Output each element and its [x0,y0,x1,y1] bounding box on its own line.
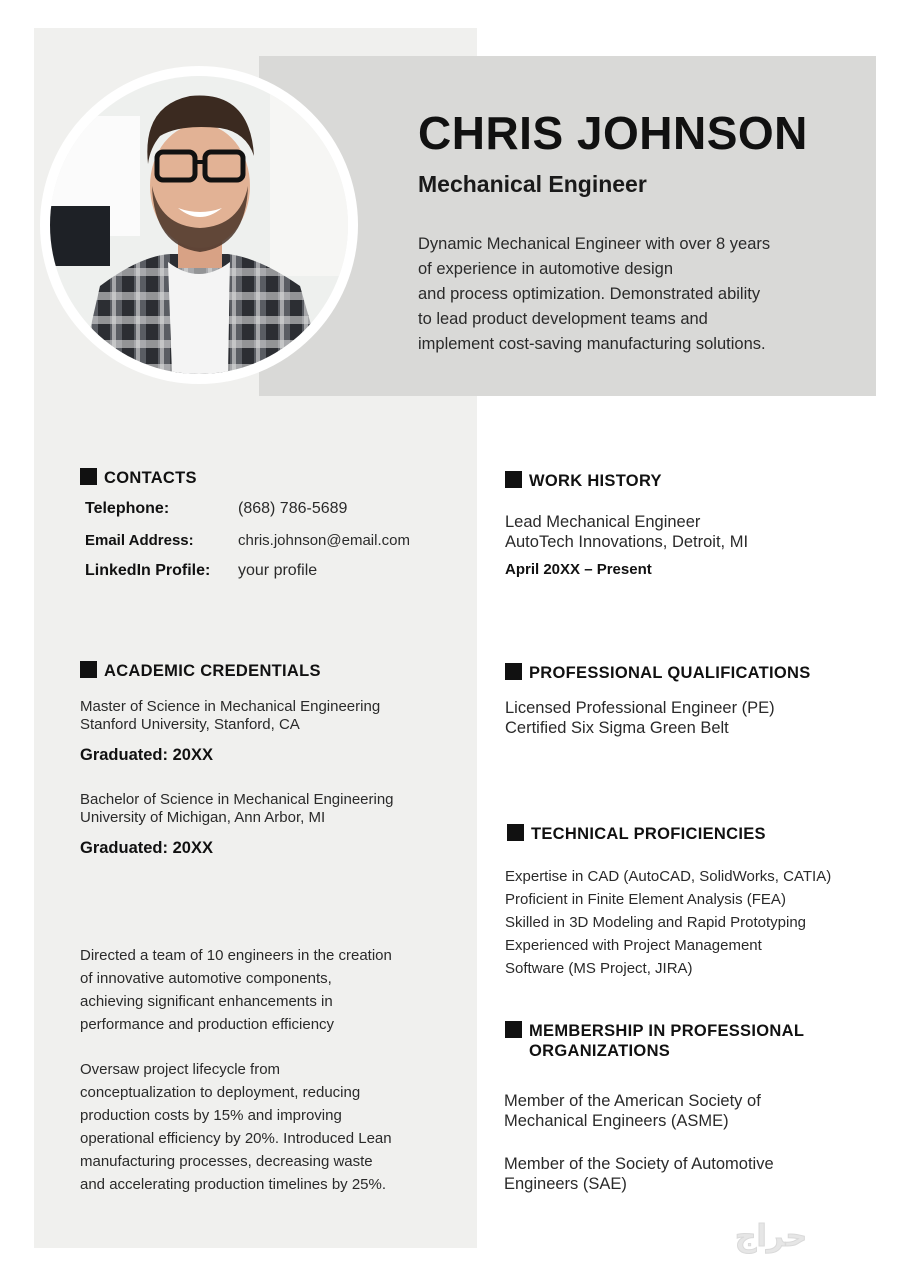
list-item: Experienced with Project Management [505,937,762,954]
svg-text:حراج: حراج [734,1219,808,1254]
position: Lead Mechanical Engineer [505,513,701,531]
membership-item: Member of the American Society of Mechanical Engineers (ASME) [504,1092,761,1130]
education-entry [80,698,380,734]
technical-list [505,865,831,980]
job-title: Mechanical Engineer [418,171,647,197]
qualifications-heading: PROFESSIONAL QUALIFICATIONS [505,663,811,683]
education-entry [80,791,394,827]
education-heading: ACADEMIC CREDENTIALS [80,661,321,681]
summary-line: Dynamic Mechanical Engineer with over 8 years [418,235,771,253]
school: Stanford University, Stanford, CA [80,716,300,733]
membership-heading: MEMBERSHIP IN PROFESSIONAL ORGANIZATIONS [505,1021,804,1061]
work-dates: April 20XX – Present [505,561,652,578]
graduation-date: Graduated: 20XX [80,746,213,764]
degree: Master of Science in Mechanical Engineering [80,698,381,715]
work-entry [505,512,748,552]
summary-line: of experience in automotive design [418,260,673,278]
list-item: Software (MS Project, JIRA) [505,960,693,977]
list-item: Proficient in Finite Element Analysis (FEA) [505,891,786,908]
section-square-icon [80,661,97,678]
qualifications-list [505,698,775,738]
contacts-heading: CONTACTS [80,468,197,488]
list-item: Expertise in CAD (AutoCAD, SolidWorks, CATIA) [505,868,832,885]
candidate-name: CHRIS JOHNSON [418,107,808,159]
section-square-icon [505,471,522,488]
list-item: Certified Six Sigma Green Belt [505,719,729,737]
watermark-logo [656,1216,886,1256]
achievement-paragraph: Oversaw project lifecycle from conceptualization to deployment, reducing production costs by 15% and improving operational efficiency by 20%. Introduced Lean manufacturing processes, decreasing waste and accelerating production timelines by 25%. [80,1061,392,1193]
section-square-icon [507,824,524,841]
summary-line: to lead product development teams and [418,310,708,328]
summary-line: implement cost-saving manufacturing solutions. [418,335,766,353]
graduation-date: Graduated: 20XX [80,839,213,857]
degree: Bachelor of Science in Mechanical Engineering [80,791,394,808]
section-square-icon [505,663,522,680]
section-square-icon [505,1021,522,1038]
technical-heading: TECHNICAL PROFICIENCIES [507,824,766,844]
section-square-icon [80,468,97,485]
work-heading: WORK HISTORY [505,471,662,491]
list-item: Skilled in 3D Modeling and Rapid Prototyping [505,914,807,931]
school: University of Michigan, Ann Arbor, MI [80,809,326,826]
profile-summary [418,232,858,357]
company: AutoTech Innovations, Detroit, MI [505,533,749,551]
profile-photo [50,76,348,374]
achievement-paragraph: Directed a team of 10 engineers in the creation of innovative automotive components, achieving significant enhancements in performance and production efficiency [80,947,392,1033]
list-item: Licensed Professional Engineer (PE) [505,699,775,717]
summary-line: and process optimization. Demonstrated ability [418,285,761,303]
membership-item: Member of the Society of Automotive Engineers (SAE) [504,1155,774,1193]
